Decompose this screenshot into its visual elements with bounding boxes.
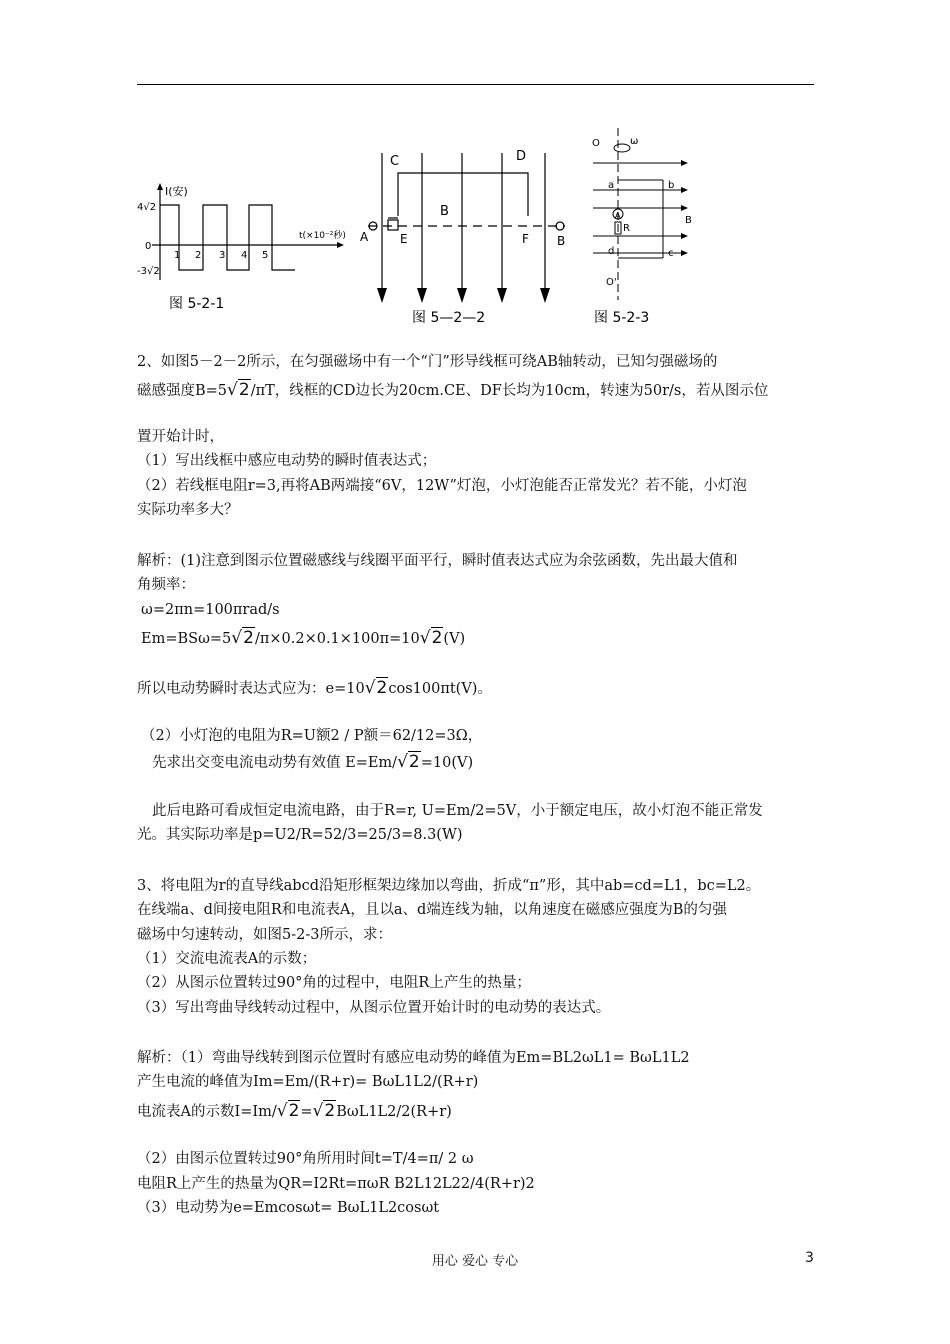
text: BωL1L2/2(R+r) [336, 1104, 452, 1120]
label-c: c [668, 248, 674, 259]
problem2-q2-cont: 实际功率多大？ [137, 502, 239, 518]
x-tick-3: 3 [219, 250, 226, 261]
problem3-line1: 3、将电阻为r的直导线abcd沿矩形框架边缘加以弯曲，折成“π”形，其中ab=cd=L1，bc=L2。 [137, 878, 761, 894]
x-axis-label: t(×10⁻²秒) [299, 231, 346, 241]
label-E: E [400, 232, 408, 246]
label-C: C [390, 154, 400, 169]
solution2-circuit: 此后电路可看成恒定电流电路，由于R=r, U=Em/2=5V，小于额定电压，故小灯泡不能正常发 [152, 803, 763, 819]
y-axis-label: I(安) [165, 185, 188, 198]
problem2-q1: （1）写出线框中感应电动势的瞬时值表达式； [137, 453, 437, 469]
figure-5-2-1 [137, 180, 352, 315]
label-b: b [668, 180, 675, 191]
sqrt-symbol: √2 [227, 380, 250, 400]
solution2-omega: ω=2πn=100πrad/s [141, 602, 280, 618]
x-tick-4: 4 [241, 250, 248, 261]
solution3-emf: （3）电动势为e=Emcosωt= BωL1L2cosωt [137, 1200, 440, 1216]
label-B: B [685, 215, 692, 226]
page-footer: 用心 爱心 专心 [431, 1254, 519, 1269]
text: 电流表A的示数I=Im/ [137, 1104, 277, 1120]
text: /πT，线框的CD边长为20cm.CE、DF长均为10cm，转速为50r/s，若从图示位 [250, 383, 769, 399]
sqrt-radicand: 2 [376, 678, 388, 698]
y-tick-zero: 0 [145, 241, 152, 252]
problem3-q1: （1）交流电流表A的示数； [137, 951, 317, 967]
sqrt-radicand: 2 [243, 628, 254, 648]
sqrt-symbol: √2 [231, 628, 254, 648]
sqrt-symbol: √2 [397, 752, 420, 772]
solution2-power: 光。其实际功率是p=U2/R=52/3=25/3=8.3(W) [137, 827, 463, 843]
sqrt-radicand: 2 [238, 380, 250, 400]
label-B-end: B [557, 234, 566, 248]
solution3-line1: 解析：（1）弯曲导线转到图示位置时有感应电动势的峰值为Em=BL2ωL1= BωL1L2 [137, 1050, 690, 1066]
label-O: O [592, 138, 600, 149]
sqrt-symbol: √2 [312, 1101, 336, 1121]
x-tick-1: 1 [174, 250, 181, 261]
figure-caption: 图 5—2—2 [412, 310, 486, 326]
problem2-q2: （2）若线框电阻r=3,再将AB两端接“6V，12W”灯泡，小灯泡能否正常发光？若不能，小灯泡 [137, 478, 747, 494]
label-d: d [608, 246, 615, 257]
x-tick-2: 2 [195, 250, 202, 261]
sqrt-radicand: 2 [408, 752, 420, 772]
solution3-time: （2）由图示位置转过90°角所用时间t=T/4=π/ 2 ω [137, 1151, 474, 1167]
header-rule [137, 84, 814, 85]
figure-caption: 图 5-2-1 [169, 296, 225, 312]
problem3-line3: 磁场中匀速转动，如图5-2-3所示，求： [137, 927, 392, 943]
page-number: 3 [805, 1250, 814, 1266]
text: = [300, 1104, 313, 1120]
text: (V) [443, 631, 466, 647]
y-tick-bottom: -3√2 [137, 266, 160, 277]
label-B-field: B [440, 204, 449, 219]
problem3-q3: （3）写出弯曲导线转动过程中，从图示位置开始计时的电动势的表达式。 [137, 1000, 611, 1016]
text: /π×0.2×0.1×100π=10 [254, 631, 420, 647]
solution2-line1: 解析：(1)注意到图示位置磁感线与线圈平面平行，瞬时值表达式应为余弦函数，先出最大值和 [137, 553, 738, 569]
problem2-line1: 2、如图5－2－2所示，在匀强磁场中有一个“门”形导线框可绕AB轴转动，已知匀强磁场的 [137, 354, 718, 370]
figure-5-2-3 [588, 128, 698, 328]
solution2-em [141, 628, 465, 649]
problem3-line2: 在线端a、d间接电阻R和电流表A，且以a、d端连线为轴，以角速度在磁感应强度为B的匀强 [137, 902, 727, 918]
text: Em=BSω=5 [141, 631, 232, 647]
text: 先求出交变电流电动势有效值 E=Em/ [152, 755, 398, 771]
text: 所以电动势瞬时表达式应为：e=10 [137, 681, 365, 697]
figure-5-2-2 [360, 148, 585, 328]
label-F: F [522, 232, 529, 246]
figure-caption: 图 5-2-3 [594, 310, 650, 326]
solution2-line2: 角频率： [137, 577, 195, 593]
sqrt-radicand: 2 [288, 1101, 300, 1121]
solution3-ammeter [137, 1101, 452, 1122]
x-tick-5: 5 [262, 250, 269, 261]
problem3-q2: （2）从图示位置转过90°角的过程中，电阻R上产生的热量； [137, 975, 531, 991]
text: 磁感强度B=5 [137, 383, 228, 399]
text: =10(V) [420, 755, 474, 771]
label-A: A [615, 211, 621, 220]
sqrt-radicand: 2 [324, 1101, 336, 1121]
label-D: D [516, 149, 527, 164]
sqrt-symbol: √2 [419, 628, 443, 648]
sqrt-radicand: 2 [431, 628, 443, 648]
problem2-line3: 置开始计时， [137, 429, 224, 445]
label-R: R [623, 223, 630, 234]
y-tick-top: 4√2 [137, 202, 157, 213]
solution2-effective [152, 752, 473, 773]
label-a: a [608, 180, 615, 191]
label-omega: ω [630, 136, 639, 147]
solution3-heat: 电阻R上产生的热量为QR=I2Rt=πωR B2L12L22/4(R+r)2 [137, 1176, 535, 1192]
label-O-prime: O' [606, 277, 617, 288]
solution3-line2: 产生电流的峰值为Im=Em/(R+r)= BωL1L2/(R+r) [137, 1074, 479, 1090]
problem2-line2 [137, 380, 768, 401]
label-A: A [360, 230, 369, 244]
sqrt-symbol: √2 [364, 678, 388, 698]
text: cos100πt(V)。 [388, 681, 492, 697]
solution2-part2: （2）小灯泡的电阻为R=U额2 / P额＝62/12=3Ω， [141, 728, 483, 744]
solution2-expression [137, 678, 492, 699]
sqrt-symbol: √2 [276, 1101, 300, 1121]
